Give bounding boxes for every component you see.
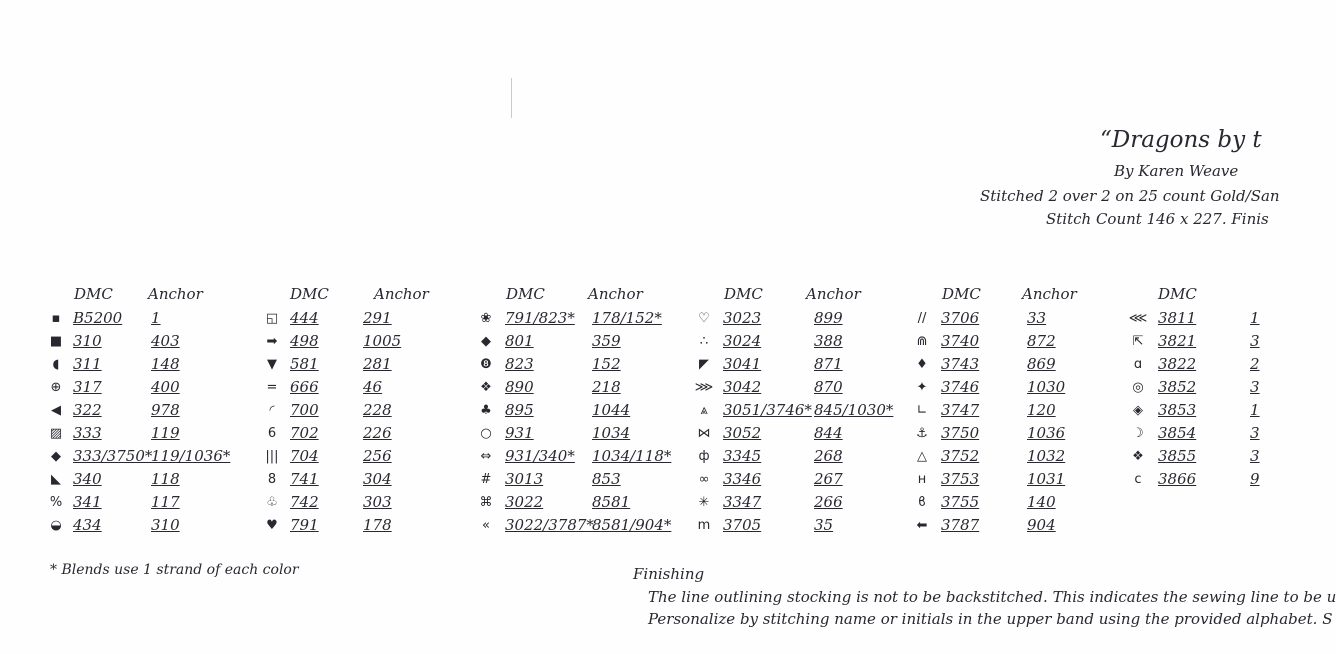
pattern-author: By Karen Weave bbox=[1114, 162, 1239, 180]
stitch-symbol-icon: ⋘ bbox=[1128, 311, 1148, 326]
stitch-symbol-icon: ♧ bbox=[266, 495, 278, 510]
anchor-number: 33 bbox=[1027, 309, 1047, 327]
anchor-number: 178/152* bbox=[592, 309, 662, 327]
stitch-symbol-icon: ♥ bbox=[266, 518, 278, 533]
dmc-number: 704 bbox=[290, 447, 319, 465]
anchor-number: 400 bbox=[151, 378, 180, 396]
anchor-number: 304 bbox=[363, 470, 392, 488]
anchor-number: 978 bbox=[151, 401, 180, 419]
anchor-number: 388 bbox=[814, 332, 843, 350]
stitch-symbol-icon: // bbox=[917, 311, 927, 326]
stitch-symbol-icon: ◣ bbox=[51, 472, 61, 487]
dmc-header: DMC bbox=[1158, 285, 1197, 303]
dmc-number: 702 bbox=[290, 424, 319, 442]
dmc-number: 3752 bbox=[941, 447, 980, 465]
anchor-number: 268 bbox=[814, 447, 843, 465]
anchor-number: 256 bbox=[363, 447, 392, 465]
stitch-symbol-icon: ♣ bbox=[480, 403, 492, 418]
stitch-symbol-icon: ◤ bbox=[699, 357, 709, 372]
stitch-symbol-icon: △ bbox=[917, 449, 927, 464]
dmc-number: 890 bbox=[505, 378, 534, 396]
stitch-symbol-icon: 8 bbox=[267, 472, 277, 487]
dmc-number: 801 bbox=[505, 332, 534, 350]
anchor-header: Anchor bbox=[148, 285, 203, 303]
dmc-number: 700 bbox=[290, 401, 319, 419]
stitch-symbol-icon: ♡ bbox=[698, 311, 710, 326]
stitch-symbol-icon: # bbox=[480, 472, 492, 487]
dmc-number: B5200 bbox=[73, 309, 123, 327]
stitch-symbol-icon: ◀ bbox=[51, 403, 61, 418]
fabric-info: Stitched 2 over 2 on 25 count Gold/San bbox=[980, 187, 1280, 205]
anchor-number: 853 bbox=[592, 470, 621, 488]
dmc-number: 322 bbox=[73, 401, 102, 419]
dmc-number: 931 bbox=[505, 424, 534, 442]
anchor-number: 3 bbox=[1250, 332, 1260, 350]
stitch-symbol-icon: ○ bbox=[480, 426, 492, 441]
scan-mark bbox=[511, 78, 512, 118]
anchor-header: Anchor bbox=[806, 285, 861, 303]
anchor-number: 1 bbox=[1250, 309, 1260, 327]
stitch-symbol-icon: ◎ bbox=[1132, 380, 1144, 395]
dmc-number: 3013 bbox=[505, 470, 544, 488]
stitch-symbol-icon: ⋈ bbox=[697, 426, 711, 441]
stitch-symbol-icon: ✳ bbox=[698, 495, 710, 510]
anchor-number: 1034 bbox=[592, 424, 631, 442]
anchor-number: 118 bbox=[151, 470, 180, 488]
anchor-header: Anchor bbox=[588, 285, 643, 303]
anchor-number: 1032 bbox=[1027, 447, 1066, 465]
stitch-symbol-icon: ɑ bbox=[1133, 357, 1143, 372]
pattern-title: “Dragons by t bbox=[1100, 127, 1262, 153]
stitch-symbol-icon: ✦ bbox=[916, 380, 928, 395]
stitch-symbol-icon: ⋙ bbox=[694, 380, 714, 395]
finishing-heading: Finishing bbox=[633, 565, 705, 583]
dmc-number: 3755 bbox=[941, 493, 980, 511]
stitch-symbol-icon: ➡ bbox=[266, 334, 278, 349]
finishing-line-1: The line outlining stocking is not to be backstitched. This indicates the sewing line to be u bbox=[648, 588, 1336, 606]
dmc-number: 3022/3787* bbox=[505, 516, 594, 534]
stitch-symbol-icon: ⬅ bbox=[916, 518, 928, 533]
anchor-number: 120 bbox=[1027, 401, 1056, 419]
stitch-symbol-icon: ⩓ bbox=[700, 403, 708, 418]
anchor-number: 1030 bbox=[1027, 378, 1066, 396]
anchor-number: 1044 bbox=[592, 401, 631, 419]
anchor-number: 218 bbox=[592, 378, 621, 396]
dmc-number: 3854 bbox=[1158, 424, 1197, 442]
anchor-header: Anchor bbox=[374, 285, 429, 303]
anchor-number: 1005 bbox=[363, 332, 402, 350]
dmc-number: 333 bbox=[73, 424, 102, 442]
dmc-number: 3024 bbox=[723, 332, 762, 350]
dmc-number: 3853 bbox=[1158, 401, 1197, 419]
dmc-number: 791 bbox=[290, 516, 319, 534]
stitch-symbol-icon: ⇔ bbox=[480, 449, 492, 464]
dmc-number: 3346 bbox=[723, 470, 762, 488]
dmc-number: 444 bbox=[290, 309, 319, 327]
stitch-symbol-icon: ⊕ bbox=[50, 380, 62, 395]
stitch-symbol-icon: ▪ bbox=[51, 311, 61, 326]
stitch-symbol-icon: ||| bbox=[265, 449, 279, 464]
stitch-symbol-icon: ◜ bbox=[269, 403, 275, 418]
dmc-number: 3811 bbox=[1158, 309, 1197, 327]
dmc-number: 3750 bbox=[941, 424, 980, 442]
stitch-symbol-icon: 6 bbox=[267, 426, 277, 441]
dmc-number: 3747 bbox=[941, 401, 980, 419]
anchor-number: 359 bbox=[592, 332, 621, 350]
anchor-number: 9 bbox=[1250, 470, 1260, 488]
dmc-number: 742 bbox=[290, 493, 319, 511]
stitch-count: Stitch Count 146 x 227. Finis bbox=[1046, 210, 1269, 228]
anchor-number: 1 bbox=[151, 309, 161, 327]
anchor-number: 8581/904* bbox=[592, 516, 672, 534]
dmc-header: DMC bbox=[506, 285, 545, 303]
dmc-number: 3052 bbox=[723, 424, 762, 442]
anchor-number: 119/1036* bbox=[151, 447, 231, 465]
dmc-number: 3706 bbox=[941, 309, 980, 327]
stitch-symbol-icon: ❽ bbox=[480, 357, 492, 372]
anchor-number: 266 bbox=[814, 493, 843, 511]
stitch-symbol-icon: ϐ bbox=[918, 495, 926, 510]
anchor-number: 35 bbox=[814, 516, 834, 534]
dmc-number: 791/823* bbox=[505, 309, 575, 327]
dmc-number: 3042 bbox=[723, 378, 762, 396]
dmc-number: 333/3750* bbox=[73, 447, 153, 465]
dmc-header: DMC bbox=[74, 285, 113, 303]
anchor-number: 3 bbox=[1250, 378, 1260, 396]
stitch-symbol-icon: ∴ bbox=[699, 334, 709, 349]
dmc-header: DMC bbox=[724, 285, 763, 303]
dmc-number: 311 bbox=[73, 355, 102, 373]
stitch-symbol-icon: ⌘ bbox=[479, 495, 493, 510]
anchor-number: 899 bbox=[814, 309, 843, 327]
stitch-symbol-icon: m bbox=[697, 518, 711, 533]
dmc-number: 3753 bbox=[941, 470, 980, 488]
dmc-number: 3746 bbox=[941, 378, 980, 396]
anchor-number: 152 bbox=[592, 355, 621, 373]
dmc-number: 581 bbox=[290, 355, 319, 373]
dmc-number: 434 bbox=[73, 516, 102, 534]
dmc-number: 317 bbox=[73, 378, 102, 396]
stitch-symbol-icon: ▨ bbox=[49, 426, 63, 441]
dmc-number: 3347 bbox=[723, 493, 762, 511]
anchor-number: 310 bbox=[151, 516, 180, 534]
dmc-number: 3852 bbox=[1158, 378, 1197, 396]
anchor-number: 281 bbox=[363, 355, 392, 373]
anchor-number: 845/1030* bbox=[814, 401, 894, 419]
dmc-number: 3705 bbox=[723, 516, 762, 534]
anchor-number: 869 bbox=[1027, 355, 1056, 373]
anchor-number: 2 bbox=[1250, 355, 1260, 373]
stitch-symbol-icon: ⚓ bbox=[916, 426, 928, 441]
anchor-number: 871 bbox=[814, 355, 843, 373]
anchor-number: 291 bbox=[363, 309, 392, 327]
stitch-symbol-icon: ❀ bbox=[480, 311, 492, 326]
stitch-symbol-icon: ∞ bbox=[698, 472, 710, 487]
dmc-number: 3051/3746* bbox=[723, 401, 812, 419]
anchor-number: 178 bbox=[363, 516, 392, 534]
anchor-number: 140 bbox=[1027, 493, 1056, 511]
dmc-number: 3023 bbox=[723, 309, 762, 327]
stitch-symbol-icon: ф bbox=[698, 449, 710, 464]
anchor-number: 403 bbox=[151, 332, 180, 350]
anchor-number: 117 bbox=[151, 493, 180, 511]
stitch-symbol-icon: ◒ bbox=[50, 518, 62, 533]
dmc-number: 3041 bbox=[723, 355, 762, 373]
dmc-number: 895 bbox=[505, 401, 534, 419]
stitch-symbol-icon: ⋒ bbox=[916, 334, 928, 349]
dmc-number: 3866 bbox=[1158, 470, 1197, 488]
anchor-number: 3 bbox=[1250, 424, 1260, 442]
stitch-symbol-icon: ◱ bbox=[265, 311, 279, 326]
stitch-symbol-icon: « bbox=[482, 518, 490, 533]
stitch-symbol-icon: ❖ bbox=[480, 380, 492, 395]
dmc-number: 341 bbox=[73, 493, 102, 511]
stitch-symbol-icon: % bbox=[49, 495, 63, 510]
stitch-symbol-icon: ▼ bbox=[267, 357, 277, 372]
blend-note: * Blends use 1 strand of each color bbox=[50, 562, 299, 578]
anchor-header: Anchor bbox=[1022, 285, 1077, 303]
stitch-symbol-icon: ⇱ bbox=[1132, 334, 1144, 349]
anchor-number: 267 bbox=[814, 470, 843, 488]
dmc-number: 3787 bbox=[941, 516, 980, 534]
stitch-symbol-icon: ❖ bbox=[1132, 449, 1144, 464]
dmc-number: 3022 bbox=[505, 493, 544, 511]
anchor-number: 1034/118* bbox=[592, 447, 672, 465]
anchor-number: 3 bbox=[1250, 447, 1260, 465]
dmc-number: 823 bbox=[505, 355, 534, 373]
anchor-number: 1031 bbox=[1027, 470, 1066, 488]
anchor-number: 8581 bbox=[592, 493, 631, 511]
stitch-symbol-icon: ◈ bbox=[1133, 403, 1143, 418]
anchor-number: 46 bbox=[363, 378, 383, 396]
anchor-number: 119 bbox=[151, 424, 180, 442]
anchor-number: 303 bbox=[363, 493, 392, 511]
dmc-number: 666 bbox=[290, 378, 319, 396]
stitch-symbol-icon: ◖ bbox=[52, 357, 60, 372]
stitch-symbol-icon: н bbox=[917, 472, 927, 487]
stitch-symbol-icon: ◆ bbox=[481, 334, 491, 349]
stitch-symbol-icon: ☽ bbox=[1132, 426, 1144, 441]
anchor-number: 872 bbox=[1027, 332, 1056, 350]
dmc-number: 3743 bbox=[941, 355, 980, 373]
anchor-number: 1 bbox=[1250, 401, 1260, 419]
anchor-number: 870 bbox=[814, 378, 843, 396]
dmc-number: 741 bbox=[290, 470, 319, 488]
anchor-number: 1036 bbox=[1027, 424, 1066, 442]
dmc-header: DMC bbox=[290, 285, 329, 303]
stitch-symbol-icon: c bbox=[1134, 472, 1142, 487]
dmc-number: 3855 bbox=[1158, 447, 1197, 465]
stitch-symbol-icon: = bbox=[266, 380, 278, 395]
dmc-number: 340 bbox=[73, 470, 102, 488]
dmc-number: 310 bbox=[73, 332, 102, 350]
anchor-number: 226 bbox=[363, 424, 392, 442]
anchor-number: 228 bbox=[363, 401, 392, 419]
anchor-number: 148 bbox=[151, 355, 180, 373]
dmc-number: 3821 bbox=[1158, 332, 1197, 350]
dmc-number: 3822 bbox=[1158, 355, 1197, 373]
finishing-line-2: Personalize by stitching name or initials in the upper band using the provided alphabet. S bbox=[648, 610, 1333, 628]
stitch-symbol-icon: ◆ bbox=[51, 449, 61, 464]
anchor-number: 904 bbox=[1027, 516, 1056, 534]
dmc-header: DMC bbox=[942, 285, 981, 303]
stitch-symbol-icon: ♦ bbox=[916, 357, 928, 372]
dmc-number: 3345 bbox=[723, 447, 762, 465]
dmc-number: 931/340* bbox=[505, 447, 575, 465]
stitch-symbol-icon: ■ bbox=[49, 334, 63, 349]
stitch-symbol-icon: ∟ bbox=[916, 403, 928, 418]
dmc-number: 498 bbox=[290, 332, 319, 350]
anchor-number: 844 bbox=[814, 424, 843, 442]
dmc-number: 3740 bbox=[941, 332, 980, 350]
